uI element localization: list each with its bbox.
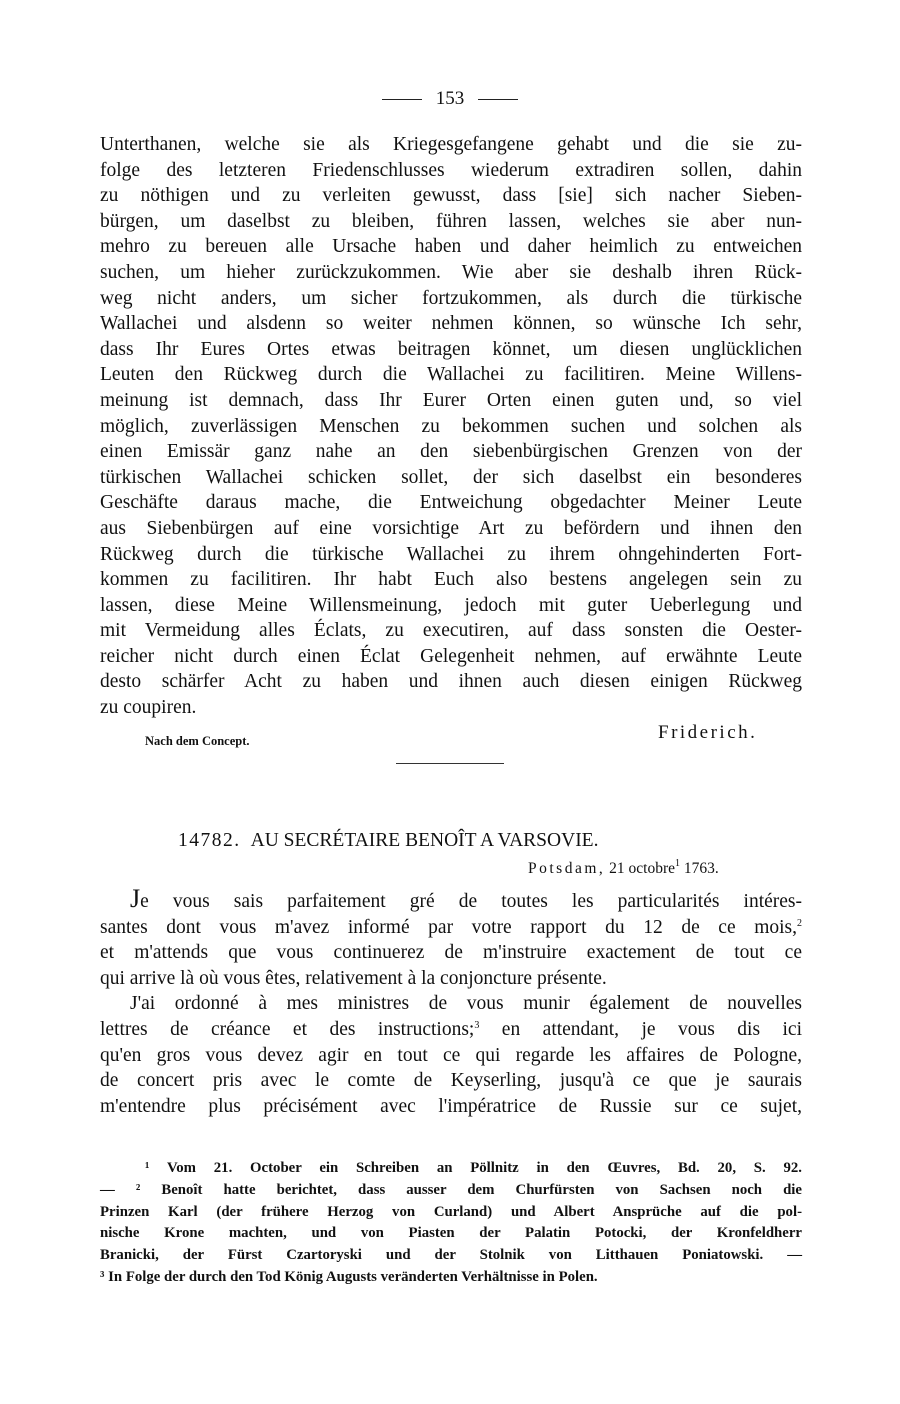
letter-title: AU SECRÉTAIRE BENOÎT A VARSOVIE.: [250, 830, 599, 851]
letter-heading: [178, 830, 598, 852]
footnote-line: ¹ Vom 21. October ein Schreiben an Pöllnitz in den Œuvres, Bd. 20, S. 92.: [145, 1160, 802, 1176]
text-line: kommen zu facilitiren. Ihr habt Euch also bestens angelegen sein zu: [100, 569, 802, 591]
text-line: et m'attends que vous continuerez de m'instruire exactement de tout ce: [100, 942, 802, 964]
footnote-line: nische Krone machten, und von Piasten der Palatin Potocki, der Kronfeldherr: [100, 1225, 802, 1242]
text-line: türkischen Wallachei schicken sollet, der sich daselbst ein besonderes: [100, 466, 802, 488]
text-line: aus Siebenbürgen auf eine vorsichtige Art zu befördern und ihnen den: [100, 517, 802, 539]
letter-year: 1763.: [683, 860, 719, 877]
page-number-text: 153: [435, 88, 465, 109]
footnotes: [100, 1158, 802, 1289]
text-line: Je vous sais parfaitement gré de toutes les particularités intéres-: [130, 884, 802, 913]
footnote-mark: 2: [797, 917, 802, 929]
footnote-mark: 3: [474, 1019, 480, 1031]
text-line: Wallachei und alsdenn so weiter nehmen können, so wünsche Ich sehr,: [100, 313, 802, 335]
text-line: Unterthanen, welche sie als Kriegesgefangene gehabt und die sie zu-: [100, 134, 802, 155]
section-divider: [396, 763, 504, 764]
text-line: Leuten den Rückweg durch die Wallachei zu facilitiren. Meine Willens-: [100, 364, 802, 386]
text-line: lettres de créance et des instructions;$^3$ en attendant, je vous dis ici: [100, 1018, 802, 1040]
letter-dateline: [528, 860, 719, 878]
letter-body-text: [100, 884, 802, 1119]
text-line: desto schärfer Acht zu haben und ihnen auch diesen einigen Rückweg: [100, 671, 802, 693]
text-line: suchen, um hieher zurückzukommen. Wie aber sie deshalb ihren Rück-: [100, 261, 802, 283]
text-line: lassen, diese Meine Willensmeinung, jedoch mit guter Ueberlegung und: [100, 594, 802, 616]
text-line: bürgen, um daselbst zu bleiben, führen lassen, welches sie aber nun-: [100, 210, 802, 232]
source-note: Nach dem Concept.: [145, 734, 250, 748]
page-number-right-rule: [478, 99, 518, 100]
footnote-line: — ² Benoît hatte berichtet, dass ausser dem Churfürsten von Sachsen noch die: [100, 1181, 802, 1198]
text-line: folge des letzteren Friedenschlusses wiederum extradiren sollen, dahin: [100, 159, 802, 181]
text-line: weg nicht anders, um sicher fortzukommen, als durch die türkische: [100, 287, 802, 309]
text-line: mehro zu bereuen alle Ursache haben und daher heimlich zu entweichen: [100, 236, 802, 258]
page-number-left-rule: [382, 99, 422, 100]
text-line: mit Vermeidung alles Éclats, zu executiren, auf dass sonsten die Oester-: [100, 620, 802, 642]
footnote-mark: 1: [675, 858, 681, 869]
text-line: qu'en gros vous devez agir en tout ce qui regarde les affaires de Pologne,: [100, 1044, 802, 1066]
text-line: m'entendre plus précisément avec l'impératrice de Russie sur ce sujet,: [100, 1095, 802, 1117]
footnote-line: Prinzen Karl (der frühere Herzog von Curland) und Albert Ansprüche auf die pol-: [100, 1203, 802, 1220]
letter-number: 14782.: [178, 830, 241, 851]
footnote-line: Branicki, der Fürst Czartoryski und der Stolnik von Litthauen Poniatowski. —: [100, 1247, 802, 1264]
dropcap: J: [130, 884, 141, 913]
text-line: santes dont vous m'avez informé par votre rapport du 12 de ce mois,$^2$: [100, 916, 802, 938]
letter-continuation-text: [100, 132, 802, 721]
text-line: dass Ihr Eures Ortes etwas beitragen könnet, um diesen unglücklichen: [100, 338, 802, 360]
text-line: zu coupiren.: [100, 697, 197, 719]
text-line: Geschäfte daraus mache, die Entweichung obgedachter Meiner Leute: [100, 492, 802, 514]
letter-place: Potsdam,: [528, 860, 606, 877]
text-line: Rückweg durch die türkische Wallachei zu ihrem ohngehinderten Fort-: [100, 543, 802, 565]
text-line: zu nöthigen und zu verleiten gewusst, dass [sie] sich nacher Sieben-: [100, 185, 802, 207]
text-line: möglich, zuverlässigen Menschen zu bekommen suchen und solchen als: [100, 415, 802, 437]
signature: Friderich.: [658, 722, 758, 743]
text-line: de concert pris avec le comte de Keyserling, jusqu'à ce que je saurais: [100, 1070, 802, 1092]
letter-date: 21 octobre: [609, 860, 676, 877]
footnote-line: ³ In Folge der durch den Tod König Augusts veränderten Verhältnisse in Polen.: [100, 1268, 598, 1285]
text-line: qui arrive là où vous êtes, relativement à la conjoncture présente.: [100, 967, 607, 989]
text-line: J'ai ordonné à mes ministres de vous munir également de nouvelles: [130, 993, 802, 1015]
text-line: reicher nicht durch einen Éclat Gelegenheit nehmen, auf erwähnte Leute: [100, 645, 802, 667]
page-number: [0, 88, 900, 110]
text-line: einen Emissär ganz nahe an den siebenbürgischen Grenzen von der: [100, 441, 802, 463]
text-line: meinung ist demnach, dass Ihr Eurer Orten einen guten und, so viel: [100, 389, 802, 411]
